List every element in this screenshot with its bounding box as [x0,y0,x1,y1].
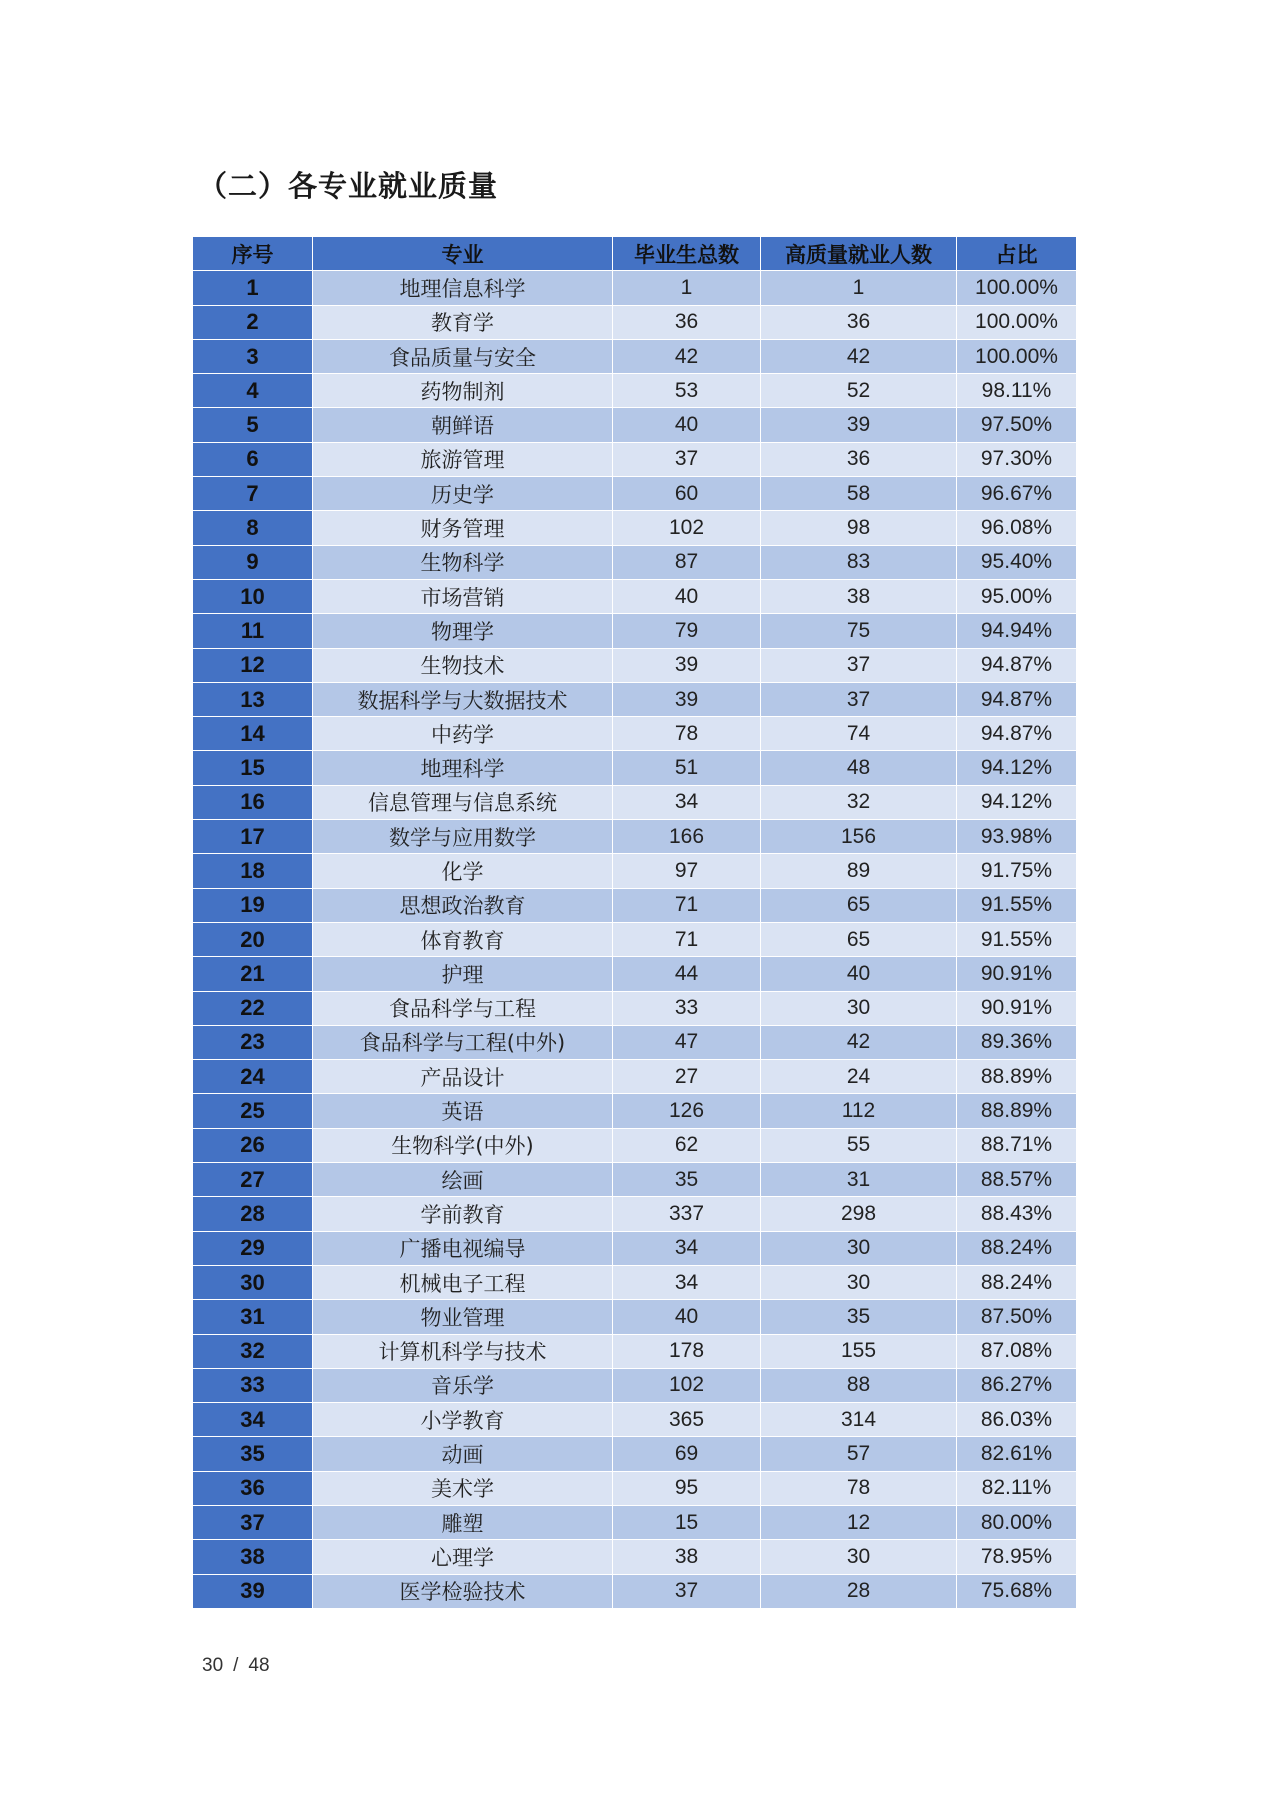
major-name: 生物科学(中外) [313,1129,613,1163]
ratio: 96.08% [957,511,1077,545]
major-name: 朝鲜语 [313,408,613,442]
table-row [193,1266,1077,1300]
high-quality-count: 74 [761,717,957,751]
ratio: 89.36% [957,1026,1077,1060]
high-quality-count: 65 [761,889,957,923]
high-quality-count: 57 [761,1437,957,1471]
major-name: 市场营销 [313,580,613,614]
row-index: 1 [193,271,313,305]
ratio: 88.71% [957,1129,1077,1163]
header-major: 专业 [313,237,613,271]
table-row [193,786,1077,820]
major-name: 数学与应用数学 [313,820,613,854]
ratio: 87.08% [957,1335,1077,1369]
major-name: 思想政治教育 [313,889,613,923]
high-quality-count: 32 [761,786,957,820]
graduates-total: 36 [613,306,761,340]
table-row [193,477,1077,511]
table-row [193,1403,1077,1437]
table-row [193,443,1077,477]
row-index: 10 [193,580,313,614]
graduates-total: 35 [613,1163,761,1197]
table-row [193,992,1077,1026]
table-row [193,1472,1077,1506]
ratio: 88.43% [957,1197,1077,1231]
ratio: 97.30% [957,443,1077,477]
row-index: 33 [193,1369,313,1403]
table-row [193,1506,1077,1540]
high-quality-count: 314 [761,1403,957,1437]
ratio: 88.89% [957,1060,1077,1094]
table-row [193,1300,1077,1334]
major-name: 机械电子工程 [313,1266,613,1300]
ratio: 94.12% [957,751,1077,785]
graduates-total: 78 [613,717,761,751]
ratio: 88.57% [957,1163,1077,1197]
high-quality-count: 65 [761,923,957,957]
major-name: 产品设计 [313,1060,613,1094]
table-row [193,1232,1077,1266]
ratio: 82.61% [957,1437,1077,1471]
table-row [193,717,1077,751]
ratio: 88.24% [957,1232,1077,1266]
table-row [193,957,1077,991]
current-page: 30 [202,1655,224,1676]
table-row [193,820,1077,854]
table-row [193,1060,1077,1094]
row-index: 12 [193,649,313,683]
table-row [193,889,1077,923]
table-row [193,1575,1077,1609]
table-row [193,1026,1077,1060]
table-row [193,1540,1077,1574]
table-row [193,1129,1077,1163]
page-number [202,1655,270,1677]
major-name: 信息管理与信息系统 [313,786,613,820]
major-name: 计算机科学与技术 [313,1335,613,1369]
high-quality-count: 75 [761,614,957,648]
major-name: 教育学 [313,306,613,340]
header-index: 序号 [193,237,313,271]
ratio: 95.00% [957,580,1077,614]
row-index: 22 [193,992,313,1026]
header-ratio: 占比 [957,237,1077,271]
graduates-total: 71 [613,889,761,923]
row-index: 38 [193,1540,313,1574]
ratio: 78.95% [957,1540,1077,1574]
table-header-row [193,237,1077,271]
ratio: 91.55% [957,889,1077,923]
high-quality-count: 98 [761,511,957,545]
table-body [193,271,1077,1609]
graduates-total: 34 [613,786,761,820]
ratio: 94.12% [957,786,1077,820]
major-name: 美术学 [313,1472,613,1506]
major-name: 财务管理 [313,511,613,545]
row-index: 20 [193,923,313,957]
table-row [193,408,1077,442]
graduates-total: 42 [613,340,761,374]
graduates-total: 34 [613,1266,761,1300]
graduates-total: 38 [613,1540,761,1574]
major-name: 历史学 [313,477,613,511]
table-row [193,649,1077,683]
table-row [193,306,1077,340]
row-index: 5 [193,408,313,442]
table-row [193,1437,1077,1471]
high-quality-count: 42 [761,340,957,374]
major-name: 生物科学 [313,546,613,580]
high-quality-count: 12 [761,1506,957,1540]
graduates-total: 34 [613,1232,761,1266]
row-index: 30 [193,1266,313,1300]
row-index: 32 [193,1335,313,1369]
row-index: 18 [193,854,313,888]
major-name: 食品科学与工程(中外) [313,1026,613,1060]
graduates-total: 71 [613,923,761,957]
high-quality-count: 48 [761,751,957,785]
ratio: 95.40% [957,546,1077,580]
ratio: 90.91% [957,957,1077,991]
major-name: 食品科学与工程 [313,992,613,1026]
graduates-total: 97 [613,854,761,888]
table-row [193,683,1077,717]
high-quality-count: 155 [761,1335,957,1369]
high-quality-count: 37 [761,649,957,683]
major-name: 护理 [313,957,613,991]
graduates-total: 337 [613,1197,761,1231]
major-name: 体育教育 [313,923,613,957]
ratio: 96.67% [957,477,1077,511]
major-name: 物理学 [313,614,613,648]
table-row [193,1369,1077,1403]
row-index: 19 [193,889,313,923]
ratio: 100.00% [957,306,1077,340]
major-name: 医学检验技术 [313,1575,613,1609]
major-name: 广播电视编导 [313,1232,613,1266]
total-pages: 48 [248,1655,270,1676]
ratio: 100.00% [957,340,1077,374]
graduates-total: 62 [613,1129,761,1163]
row-index: 7 [193,477,313,511]
ratio: 94.87% [957,649,1077,683]
ratio: 90.91% [957,992,1077,1026]
high-quality-count: 35 [761,1300,957,1334]
major-name: 食品质量与安全 [313,340,613,374]
ratio: 88.89% [957,1094,1077,1128]
graduates-total: 47 [613,1026,761,1060]
major-name: 小学教育 [313,1403,613,1437]
high-quality-count: 24 [761,1060,957,1094]
graduates-total: 79 [613,614,761,648]
table-row [193,546,1077,580]
table-row [193,614,1077,648]
graduates-total: 69 [613,1437,761,1471]
graduates-total: 102 [613,1369,761,1403]
table-row [193,1163,1077,1197]
major-name: 药物制剂 [313,374,613,408]
graduates-total: 27 [613,1060,761,1094]
high-quality-count: 52 [761,374,957,408]
row-index: 6 [193,443,313,477]
table-row [193,1197,1077,1231]
high-quality-count: 156 [761,820,957,854]
high-quality-count: 1 [761,271,957,305]
row-index: 35 [193,1437,313,1471]
high-quality-count: 88 [761,1369,957,1403]
ratio: 82.11% [957,1472,1077,1506]
graduates-total: 126 [613,1094,761,1128]
major-name: 物业管理 [313,1300,613,1334]
high-quality-count: 36 [761,443,957,477]
major-name: 化学 [313,854,613,888]
high-quality-count: 30 [761,992,957,1026]
major-name: 旅游管理 [313,443,613,477]
row-index: 27 [193,1163,313,1197]
ratio: 86.27% [957,1369,1077,1403]
row-index: 36 [193,1472,313,1506]
graduates-total: 39 [613,649,761,683]
graduates-total: 40 [613,580,761,614]
major-name: 学前教育 [313,1197,613,1231]
graduates-total: 40 [613,408,761,442]
major-name: 动画 [313,1437,613,1471]
major-name: 地理科学 [313,751,613,785]
row-index: 31 [193,1300,313,1334]
row-index: 4 [193,374,313,408]
high-quality-count: 78 [761,1472,957,1506]
graduates-total: 53 [613,374,761,408]
high-quality-count: 30 [761,1540,957,1574]
graduates-total: 40 [613,1300,761,1334]
table-row [193,923,1077,957]
graduates-total: 60 [613,477,761,511]
row-index: 21 [193,957,313,991]
graduates-total: 166 [613,820,761,854]
ratio: 80.00% [957,1506,1077,1540]
high-quality-count: 298 [761,1197,957,1231]
employment-quality-table [193,237,1077,1609]
row-index: 39 [193,1575,313,1609]
graduates-total: 37 [613,443,761,477]
row-index: 11 [193,614,313,648]
ratio: 87.50% [957,1300,1077,1334]
ratio: 94.87% [957,717,1077,751]
table-row [193,854,1077,888]
major-name: 雕塑 [313,1506,613,1540]
ratio: 94.94% [957,614,1077,648]
graduates-total: 1 [613,271,761,305]
graduates-total: 15 [613,1506,761,1540]
table-row [193,580,1077,614]
graduates-total: 51 [613,751,761,785]
row-index: 29 [193,1232,313,1266]
ratio: 86.03% [957,1403,1077,1437]
major-name: 生物技术 [313,649,613,683]
graduates-total: 44 [613,957,761,991]
row-index: 15 [193,751,313,785]
table-row [193,271,1077,305]
ratio: 94.87% [957,683,1077,717]
ratio: 91.75% [957,854,1077,888]
high-quality-count: 30 [761,1232,957,1266]
section-title: （二）各专业就业质量 [198,169,499,203]
graduates-total: 178 [613,1335,761,1369]
major-name: 音乐学 [313,1369,613,1403]
major-name: 心理学 [313,1540,613,1574]
high-quality-count: 83 [761,546,957,580]
row-index: 26 [193,1129,313,1163]
ratio: 75.68% [957,1575,1077,1609]
page-separator: / [233,1655,239,1676]
row-index: 25 [193,1094,313,1128]
high-quality-count: 112 [761,1094,957,1128]
high-quality-count: 42 [761,1026,957,1060]
graduates-total: 37 [613,1575,761,1609]
high-quality-count: 40 [761,957,957,991]
row-index: 9 [193,546,313,580]
high-quality-count: 39 [761,408,957,442]
row-index: 24 [193,1060,313,1094]
row-index: 8 [193,511,313,545]
table-row [193,1335,1077,1369]
row-index: 28 [193,1197,313,1231]
major-name: 绘画 [313,1163,613,1197]
high-quality-count: 31 [761,1163,957,1197]
ratio: 88.24% [957,1266,1077,1300]
table-row [193,751,1077,785]
high-quality-count: 28 [761,1575,957,1609]
header-high-quality-count: 高质量就业人数 [761,237,957,271]
row-index: 13 [193,683,313,717]
graduates-total: 365 [613,1403,761,1437]
row-index: 23 [193,1026,313,1060]
header-graduates-total: 毕业生总数 [613,237,761,271]
row-index: 16 [193,786,313,820]
high-quality-count: 38 [761,580,957,614]
row-index: 3 [193,340,313,374]
graduates-total: 39 [613,683,761,717]
row-index: 34 [193,1403,313,1437]
row-index: 37 [193,1506,313,1540]
major-name: 中药学 [313,717,613,751]
major-name: 英语 [313,1094,613,1128]
graduates-total: 102 [613,511,761,545]
table-row [193,374,1077,408]
high-quality-count: 55 [761,1129,957,1163]
graduates-total: 33 [613,992,761,1026]
row-index: 17 [193,820,313,854]
ratio: 91.55% [957,923,1077,957]
major-name: 地理信息科学 [313,271,613,305]
row-index: 2 [193,306,313,340]
ratio: 97.50% [957,408,1077,442]
high-quality-count: 36 [761,306,957,340]
graduates-total: 95 [613,1472,761,1506]
major-name: 数据科学与大数据技术 [313,683,613,717]
table-row [193,340,1077,374]
table-row [193,511,1077,545]
graduates-total: 87 [613,546,761,580]
ratio: 100.00% [957,271,1077,305]
high-quality-count: 89 [761,854,957,888]
row-index: 14 [193,717,313,751]
high-quality-count: 37 [761,683,957,717]
ratio: 93.98% [957,820,1077,854]
ratio: 98.11% [957,374,1077,408]
high-quality-count: 58 [761,477,957,511]
high-quality-count: 30 [761,1266,957,1300]
table-row [193,1094,1077,1128]
